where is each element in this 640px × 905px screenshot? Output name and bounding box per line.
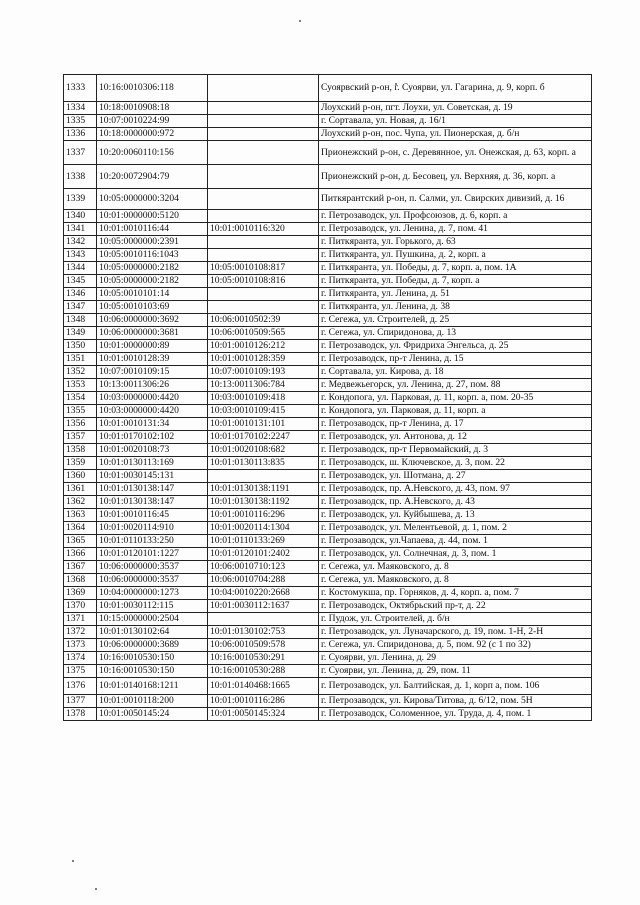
premises-cadastral-number-cell: 10:01:0020108:682: [208, 444, 319, 457]
premises-cadastral-number-cell: [208, 470, 319, 483]
table-row: [64, 366, 592, 379]
row-number-cell: 1375: [64, 665, 97, 678]
address-cell: г. Петрозаводск, ул. Шотмана, д. 27: [319, 470, 592, 483]
table-row: [64, 695, 592, 708]
row-number-cell: 1356: [64, 418, 97, 431]
address-cell: г. Петрозаводск, пр. А.Невского, д. 43, пом. 97: [319, 483, 592, 496]
cadastral-number-cell: 10:16:0010530:150: [97, 652, 208, 665]
row-number-cell: 1336: [64, 128, 97, 141]
premises-cadastral-number-cell: 10:03:0010109:415: [208, 405, 319, 418]
address-cell: г. Петрозаводск, ул. Ленина, д. 7, пом. 41: [319, 223, 592, 236]
premises-cadastral-number-cell: 10:01:0010126:212: [208, 340, 319, 353]
cadastral-number-cell: 10:01:0010116:45: [97, 509, 208, 522]
scan-speck: [95, 888, 97, 890]
premises-cadastral-number-cell: [208, 75, 319, 102]
cadastral-number-cell: 10:07:0010109:15: [97, 366, 208, 379]
address-cell: г. Питкяранта, ул. Пушкина, д. 2, корп. а: [319, 249, 592, 262]
row-number-cell: 1374: [64, 652, 97, 665]
address-cell: г. Сегежа, ул. Спиридонова, д. 13: [319, 327, 592, 340]
address-cell: г. Петрозаводск, ул. Кирова/Титова, д. 6/12, пом. 5Н: [319, 695, 592, 708]
table-row: [64, 708, 592, 721]
row-number-cell: 1361: [64, 483, 97, 496]
premises-cadastral-number-cell: 10:01:0130113:835: [208, 457, 319, 470]
address-cell: г. Петрозаводск, ул. Фридриха Энгельса, д. 25: [319, 340, 592, 353]
cadastral-number-cell: 10:01:0130113:169: [97, 457, 208, 470]
table-row: [64, 587, 592, 600]
premises-cadastral-number-cell: [208, 249, 319, 262]
address-cell: г. Петрозаводск, пр-т Ленина, д. 15: [319, 353, 592, 366]
table-row: [64, 626, 592, 639]
cadastral-number-cell: 10:05:0000000:2182: [97, 275, 208, 288]
premises-cadastral-number-cell: 10:01:0130102:753: [208, 626, 319, 639]
address-cell: г. Петрозаводск, ул. Профсоюзов, д. 6, корп. а: [319, 210, 592, 223]
table-row: [64, 522, 592, 535]
cadastral-number-cell: 10:01:0020108:73: [97, 444, 208, 457]
address-cell: г. Питкяранта, ул. Победы, д. 7, корп. а: [319, 275, 592, 288]
address-cell: г. Медвежьегорск, ул. Ленина, д. 27, пом. 88: [319, 379, 592, 392]
row-number-cell: 1342: [64, 236, 97, 249]
table-row: [64, 210, 592, 223]
address-cell: г. Петрозаводск, Соломенное, ул. Труда, д. 4, пом. 1: [319, 708, 592, 721]
address-cell: Питкярантский р-он, п. Салми, ул. Свирских дивизий, д. 16: [319, 189, 592, 210]
premises-cadastral-number-cell: [208, 189, 319, 210]
row-number-cell: 1367: [64, 561, 97, 574]
premises-cadastral-number-cell: 10:01:0010116:320: [208, 223, 319, 236]
table-row: [64, 574, 592, 587]
address-cell: г. Суоярви, ул. Ленина, д. 29, пом. 11: [319, 665, 592, 678]
table-row: [64, 223, 592, 236]
address-cell: г. Суоярви, ул. Ленина, д. 29: [319, 652, 592, 665]
premises-cadastral-number-cell: 10:16:0010530:291: [208, 652, 319, 665]
cadastral-number-cell: 10:05:0000000:3204: [97, 189, 208, 210]
cadastral-number-cell: 10:06:0000000:3692: [97, 314, 208, 327]
table-row: [64, 314, 592, 327]
address-cell: г. Питкяранта, ул. Ленина, д. 38: [319, 301, 592, 314]
address-cell: Прионежский р-он, д. Бесовец, ул. Верхняя, д. 36, корп. а: [319, 165, 592, 189]
table-row: [64, 288, 592, 301]
cadastral-number-cell: 10:01:0020114:910: [97, 522, 208, 535]
table-row: [64, 678, 592, 695]
scan-speck: [72, 860, 74, 862]
row-number-cell: 1353: [64, 379, 97, 392]
table-row: [64, 75, 592, 102]
address-cell: г. Петрозаводск, пр-т Ленина, д. 17: [319, 418, 592, 431]
row-number-cell: 1378: [64, 708, 97, 721]
cadastral-number-cell: 10:01:0010131:34: [97, 418, 208, 431]
address-cell: г. Петрозаводск, ш. Ключевское, д. 3, пом. 22: [319, 457, 592, 470]
cadastral-number-cell: 10:03:0000000:4420: [97, 405, 208, 418]
address-cell: г. Сегежа, ул. Строителей, д. 25: [319, 314, 592, 327]
address-cell: г. Сегежа, ул. Маяковского, д. 8: [319, 561, 592, 574]
premises-cadastral-number-cell: 10:01:0130138:1192: [208, 496, 319, 509]
premises-cadastral-number-cell: 10:06:0010509:578: [208, 639, 319, 652]
cadastral-number-cell: 10:01:0130102:64: [97, 626, 208, 639]
premises-cadastral-number-cell: 10:06:0010502:39: [208, 314, 319, 327]
cadastral-number-cell: 10:06:0000000:3537: [97, 574, 208, 587]
row-number-cell: 1358: [64, 444, 97, 457]
table-row: [64, 431, 592, 444]
premises-cadastral-number-cell: 10:01:0020114:1304: [208, 522, 319, 535]
table-row: [64, 379, 592, 392]
row-number-cell: 1363: [64, 509, 97, 522]
table-row: [64, 405, 592, 418]
premises-cadastral-number-cell: [208, 128, 319, 141]
address-cell: г. Петрозаводск, ул. Мелентьевой, д. 1, пом. 2: [319, 522, 592, 535]
premises-cadastral-number-cell: [208, 301, 319, 314]
address-cell: Суоярвский р-он, г. Суоярви, ул. Гагарина, д. 9, корп. б: [319, 75, 592, 102]
table-row: [64, 327, 592, 340]
row-number-cell: 1372: [64, 626, 97, 639]
row-number-cell: 1343: [64, 249, 97, 262]
premises-cadastral-number-cell: 10:05:0010108:817: [208, 262, 319, 275]
address-cell: Лоухский р-он, пос. Чупа, ул. Пионерская, д. б/н: [319, 128, 592, 141]
premises-cadastral-number-cell: 10:01:0170102:2247: [208, 431, 319, 444]
cadastral-number-cell: 10:06:0000000:3537: [97, 561, 208, 574]
cadastral-number-cell: 10:01:0050145:24: [97, 708, 208, 721]
address-cell: г. Сегежа, ул. Маяковского, д. 8: [319, 574, 592, 587]
table-row: [64, 249, 592, 262]
row-number-cell: 1341: [64, 223, 97, 236]
premises-cadastral-number-cell: 10:13:0011306:784: [208, 379, 319, 392]
address-cell: г. Кондопога, ул. Парковая, д. 11, корп. а: [319, 405, 592, 418]
row-number-cell: 1346: [64, 288, 97, 301]
address-cell: Лоухский р-он, пгт. Лоухи, ул. Советская, д. 19: [319, 102, 592, 115]
table-row: [64, 509, 592, 522]
table-row: [64, 392, 592, 405]
row-number-cell: 1333: [64, 75, 97, 102]
address-cell: г. Петрозаводск, ул. Луначарского, д. 19, пом. 1-Н, 2-Н: [319, 626, 592, 639]
row-number-cell: 1352: [64, 366, 97, 379]
premises-cadastral-number-cell: 10:01:0010131:101: [208, 418, 319, 431]
cadastral-number-cell: 10:05:0000000:2391: [97, 236, 208, 249]
table-row: [64, 165, 592, 189]
premises-cadastral-number-cell: 10:01:0030112:1637: [208, 600, 319, 613]
premises-cadastral-number-cell: 10:05:0010108:816: [208, 275, 319, 288]
premises-cadastral-number-cell: 10:01:0120101:2402: [208, 548, 319, 561]
address-cell: г. Сортавала, ул. Новая, д. 16/1: [319, 115, 592, 128]
cadastral-number-cell: 10:01:0030112:115: [97, 600, 208, 613]
table-row: [64, 262, 592, 275]
cadastral-number-cell: 10:01:0010128:39: [97, 353, 208, 366]
premises-cadastral-number-cell: 10:01:0130138:1191: [208, 483, 319, 496]
premises-cadastral-number-cell: 10:01:0010128:359: [208, 353, 319, 366]
premises-cadastral-number-cell: 10:01:0010116:296: [208, 509, 319, 522]
table-row: [64, 141, 592, 165]
row-number-cell: 1339: [64, 189, 97, 210]
table-row: [64, 275, 592, 288]
premises-cadastral-number-cell: [208, 165, 319, 189]
table-row: [64, 483, 592, 496]
table-row: [64, 340, 592, 353]
premises-cadastral-number-cell: [208, 115, 319, 128]
table-row: [64, 652, 592, 665]
table-row: [64, 600, 592, 613]
cadastral-number-cell: 10:01:0130138:147: [97, 483, 208, 496]
row-number-cell: 1371: [64, 613, 97, 626]
premises-cadastral-number-cell: [208, 288, 319, 301]
row-number-cell: 1350: [64, 340, 97, 353]
premises-cadastral-number-cell: 10:06:0010509:565: [208, 327, 319, 340]
cadastral-number-cell: 10:16:0010306:118: [97, 75, 208, 102]
premises-cadastral-number-cell: 10:06:0010704:288: [208, 574, 319, 587]
row-number-cell: 1340: [64, 210, 97, 223]
table-row: [64, 236, 592, 249]
cadastral-number-cell: 10:18:0010908:18: [97, 102, 208, 115]
row-number-cell: 1368: [64, 574, 97, 587]
row-number-cell: 1360: [64, 470, 97, 483]
table-row: [64, 301, 592, 314]
premises-cadastral-number-cell: [208, 210, 319, 223]
address-cell: г. Сортавала, ул. Кирова, д. 18: [319, 366, 592, 379]
premises-cadastral-number-cell: [208, 141, 319, 165]
cadastral-number-cell: 10:18:0000000:972: [97, 128, 208, 141]
row-number-cell: 1364: [64, 522, 97, 535]
row-number-cell: 1373: [64, 639, 97, 652]
premises-cadastral-number-cell: 10:01:0050145:324: [208, 708, 319, 721]
row-number-cell: 1376: [64, 678, 97, 695]
cadastral-number-cell: 10:05:0010103:69: [97, 301, 208, 314]
cadastral-number-cell: 10:01:0000000:89: [97, 340, 208, 353]
cadastral-number-cell: 10:05:0010101:14: [97, 288, 208, 301]
address-cell: г. Кондопога, ул. Парковая, д. 11, корп. а, пом. 20-35: [319, 392, 592, 405]
address-cell: г. Сегежа, ул. Спиридонова, д. 5, пом. 92 (с 1 по 32): [319, 639, 592, 652]
cadastral-number-cell: 10:05:0010116:1043: [97, 249, 208, 262]
row-number-cell: 1355: [64, 405, 97, 418]
table-row: [64, 548, 592, 561]
table-row: [64, 665, 592, 678]
row-number-cell: 1344: [64, 262, 97, 275]
row-number-cell: 1337: [64, 141, 97, 165]
cadastral-number-cell: 10:15:0000000:2504: [97, 613, 208, 626]
row-number-cell: 1334: [64, 102, 97, 115]
cadastral-number-cell: 10:01:0130138:147: [97, 496, 208, 509]
row-number-cell: 1370: [64, 600, 97, 613]
table-row: [64, 496, 592, 509]
row-number-cell: 1335: [64, 115, 97, 128]
cadastral-number-cell: 10:01:0010118:200: [97, 695, 208, 708]
address-cell: г. Питкяранта, ул. Ленина, д. 51: [319, 288, 592, 301]
address-cell: г. Пудож, ул. Строителей, д. б/н: [319, 613, 592, 626]
address-cell: г. Питкяранта, ул. Горького, д. 63: [319, 236, 592, 249]
row-number-cell: 1377: [64, 695, 97, 708]
address-cell: г. Петрозаводск, ул. Солнечная, д. 3, пом. 1: [319, 548, 592, 561]
row-number-cell: 1365: [64, 535, 97, 548]
row-number-cell: 1359: [64, 457, 97, 470]
row-number-cell: 1338: [64, 165, 97, 189]
row-number-cell: 1345: [64, 275, 97, 288]
cadastral-number-cell: 10:20:0060110:156: [97, 141, 208, 165]
row-number-cell: 1348: [64, 314, 97, 327]
cadastral-number-cell: 10:05:0000000:2182: [97, 262, 208, 275]
scan-speck: [299, 20, 301, 22]
cadastral-number-cell: 10:01:0010116:44: [97, 223, 208, 236]
row-number-cell: 1369: [64, 587, 97, 600]
premises-cadastral-number-cell: 10:04:0010220:2668: [208, 587, 319, 600]
premises-cadastral-number-cell: [208, 613, 319, 626]
cadastral-number-cell: 10:01:0120101:1227: [97, 548, 208, 561]
premises-cadastral-number-cell: 10:01:0110133:269: [208, 535, 319, 548]
cadastral-number-cell: 10:06:0000000:3689: [97, 639, 208, 652]
cadastral-number-cell: 10:20:0072904:79: [97, 165, 208, 189]
row-number-cell: 1362: [64, 496, 97, 509]
cadastral-number-cell: 10:01:0140168:1211: [97, 678, 208, 695]
cadastral-number-cell: 10:01:0030145:131: [97, 470, 208, 483]
cadastral-number-cell: 10:03:0000000:4420: [97, 392, 208, 405]
address-cell: г. Петрозаводск, пр. А.Невского, д. 43: [319, 496, 592, 509]
premises-cadastral-number-cell: 10:07:0010109:193: [208, 366, 319, 379]
premises-cadastral-number-cell: 10:01:0010116:286: [208, 695, 319, 708]
premises-cadastral-number-cell: [208, 102, 319, 115]
cadastral-number-cell: 10:07:0010224:99: [97, 115, 208, 128]
address-cell: г. Петрозаводск, Октябрьский пр-т, д. 22: [319, 600, 592, 613]
address-cell: г. Петрозаводск, ул. Балтийская, д. 1, корп а, пом. 106: [319, 678, 592, 695]
table-row: [64, 561, 592, 574]
address-cell: г. Петрозаводск, ул.Чапаева, д. 44, пом. 1: [319, 535, 592, 548]
table-row: [64, 128, 592, 141]
registry-table-body: [64, 75, 592, 721]
table-row: [64, 102, 592, 115]
premises-cadastral-number-cell: 10:01:0140468:1665: [208, 678, 319, 695]
table-row: [64, 353, 592, 366]
cadastral-number-cell: 10:06:0000000:3681: [97, 327, 208, 340]
address-cell: г. Петрозаводск, ул. Антонова, д. 12: [319, 431, 592, 444]
address-cell: г. Петрозаводск, ул. Куйбышева, д. 13: [319, 509, 592, 522]
row-number-cell: 1357: [64, 431, 97, 444]
table-row: [64, 470, 592, 483]
table-row: [64, 639, 592, 652]
table-row: [64, 115, 592, 128]
premises-cadastral-number-cell: 10:03:0010109:418: [208, 392, 319, 405]
registry-table: [63, 74, 592, 721]
premises-cadastral-number-cell: 10:16:0010530:288: [208, 665, 319, 678]
address-cell: Прионежский р-он, с. Деревянное, ул. Онежская, д. 63, корп. а: [319, 141, 592, 165]
cadastral-number-cell: 10:01:0170102:102: [97, 431, 208, 444]
table-row: [64, 418, 592, 431]
table-row: [64, 457, 592, 470]
row-number-cell: 1354: [64, 392, 97, 405]
row-number-cell: 1351: [64, 353, 97, 366]
premises-cadastral-number-cell: 10:06:0010710:123: [208, 561, 319, 574]
address-cell: г. Питкяранта, ул. Победы, д. 7, корп. а, пом. 1А: [319, 262, 592, 275]
table-row: [64, 613, 592, 626]
table-row: [64, 535, 592, 548]
table-row: [64, 189, 592, 210]
address-cell: г. Костомукша, пр. Горняков, д. 4, корп. а, пом. 7: [319, 587, 592, 600]
cadastral-number-cell: 10:13:0011306:26: [97, 379, 208, 392]
row-number-cell: 1349: [64, 327, 97, 340]
cadastral-number-cell: 10:01:0110133:250: [97, 535, 208, 548]
premises-cadastral-number-cell: [208, 236, 319, 249]
address-cell: г. Петрозаводск, пр-т Первомайский, д. 3: [319, 444, 592, 457]
table-row: [64, 444, 592, 457]
cadastral-number-cell: 10:04:0000000:1273: [97, 587, 208, 600]
cadastral-number-cell: 10:01:0000000:5120: [97, 210, 208, 223]
row-number-cell: 1366: [64, 548, 97, 561]
row-number-cell: 1347: [64, 301, 97, 314]
cadastral-number-cell: 10:16:0010530:150: [97, 665, 208, 678]
